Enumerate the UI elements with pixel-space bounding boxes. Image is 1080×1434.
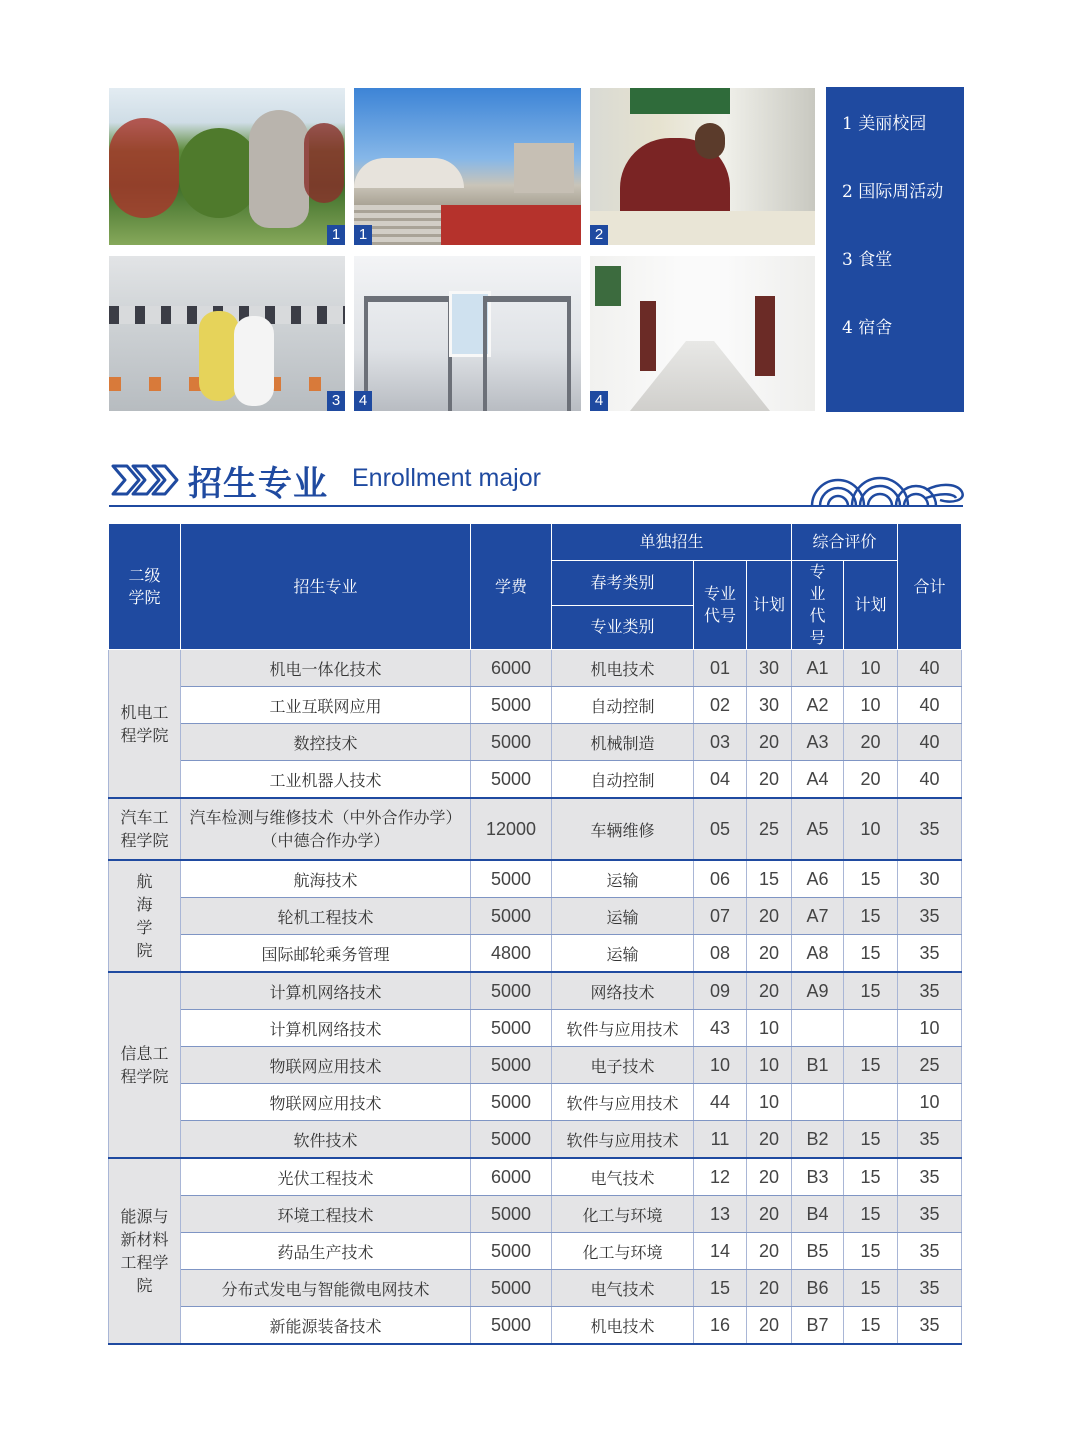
table-row — [109, 1307, 962, 1345]
photo-number: 1 — [327, 225, 345, 245]
comp-plan-cell: 10 — [844, 650, 898, 687]
comp-code-cell: A2 — [792, 687, 844, 724]
table-row — [109, 860, 962, 898]
major-cell: 计算机网络技术 — [181, 972, 471, 1010]
category-cell: 机电技术 — [552, 650, 694, 687]
code-cell: 07 — [694, 898, 747, 935]
total-cell: 40 — [898, 687, 962, 724]
college-cell: 机电工程学院 — [109, 650, 181, 799]
comp-code-cell — [792, 1084, 844, 1121]
header-college: 二级学院 — [109, 524, 181, 650]
total-cell: 10 — [898, 1084, 962, 1121]
comp-plan-cell: 10 — [844, 687, 898, 724]
comp-code-cell: A4 — [792, 761, 844, 799]
code-cell: 05 — [694, 798, 747, 860]
header-major-code-2: 专业代号 — [792, 561, 844, 650]
photo-number: 3 — [327, 391, 345, 411]
table-row — [109, 1158, 962, 1196]
photo-dorm-corridor — [590, 256, 815, 411]
code-cell: 14 — [694, 1233, 747, 1270]
comp-plan-cell: 20 — [844, 761, 898, 799]
table-row — [109, 1270, 962, 1307]
major-cell: 工业机器人技术 — [181, 761, 471, 799]
major-cell: 新能源装备技术 — [181, 1307, 471, 1345]
comp-plan-cell: 15 — [844, 1047, 898, 1084]
category-cell: 电气技术 — [552, 1158, 694, 1196]
category-cell: 运输 — [552, 898, 694, 935]
caption-item: 2 国际周活动 — [842, 182, 944, 202]
fee-cell: 5000 — [471, 1270, 552, 1307]
major-cell: 汽车检测与维修技术（中外合作办学）（中德合作办学） — [181, 798, 471, 860]
college-cell: 信息工程学院 — [109, 972, 181, 1158]
comp-code-cell: A1 — [792, 650, 844, 687]
code-cell: 11 — [694, 1121, 747, 1159]
comp-code-cell — [792, 1010, 844, 1047]
fee-cell: 5000 — [471, 972, 552, 1010]
major-cell: 机电一体化技术 — [181, 650, 471, 687]
table-row — [109, 1196, 962, 1233]
comp-plan-cell: 15 — [844, 1307, 898, 1345]
plan-cell: 20 — [747, 1196, 792, 1233]
plan-cell: 30 — [747, 687, 792, 724]
code-cell: 43 — [694, 1010, 747, 1047]
triple-chevron-icon — [109, 460, 179, 500]
code-cell: 03 — [694, 724, 747, 761]
comp-plan-cell: 20 — [844, 724, 898, 761]
code-cell: 08 — [694, 935, 747, 973]
plan-cell: 30 — [747, 650, 792, 687]
comp-plan-cell: 15 — [844, 860, 898, 898]
plan-cell: 25 — [747, 798, 792, 860]
category-cell: 软件与应用技术 — [552, 1084, 694, 1121]
plan-cell: 20 — [747, 1270, 792, 1307]
header-plan: 计划 — [747, 561, 792, 650]
header-comprehensive: 综合评价 — [792, 524, 898, 561]
plan-cell: 20 — [747, 935, 792, 973]
header-major-category: 专业类别 — [552, 605, 694, 650]
code-cell: 04 — [694, 761, 747, 799]
caption-item: 1 美丽校园 — [842, 114, 927, 134]
code-cell: 09 — [694, 972, 747, 1010]
major-cell: 软件技术 — [181, 1121, 471, 1159]
comp-code-cell: A5 — [792, 798, 844, 860]
total-cell: 30 — [898, 860, 962, 898]
plan-cell: 20 — [747, 1233, 792, 1270]
total-cell: 10 — [898, 1010, 962, 1047]
major-cell: 轮机工程技术 — [181, 898, 471, 935]
total-cell: 35 — [898, 1233, 962, 1270]
total-cell: 35 — [898, 935, 962, 973]
header-fee: 学费 — [471, 524, 552, 650]
fee-cell: 12000 — [471, 798, 552, 860]
plan-cell: 20 — [747, 1158, 792, 1196]
table-row — [109, 1084, 962, 1121]
comp-plan-cell: 15 — [844, 1196, 898, 1233]
major-cell: 数控技术 — [181, 724, 471, 761]
comp-plan-cell: 15 — [844, 935, 898, 973]
caption-item: 4 宿舍 — [842, 318, 893, 338]
table-row — [109, 761, 962, 799]
major-cell: 光伏工程技术 — [181, 1158, 471, 1196]
total-cell: 35 — [898, 898, 962, 935]
category-cell: 化工与环境 — [552, 1196, 694, 1233]
header-independent: 单独招生 — [552, 524, 792, 561]
code-cell: 10 — [694, 1047, 747, 1084]
plan-cell: 20 — [747, 761, 792, 799]
table-row — [109, 1233, 962, 1270]
category-cell: 机械制造 — [552, 724, 694, 761]
fee-cell: 6000 — [471, 650, 552, 687]
total-cell: 35 — [898, 1158, 962, 1196]
plan-cell: 20 — [747, 1121, 792, 1159]
total-cell: 35 — [898, 1121, 962, 1159]
plan-cell: 20 — [747, 724, 792, 761]
total-cell: 35 — [898, 1196, 962, 1233]
major-cell: 航海技术 — [181, 860, 471, 898]
table-row — [109, 1047, 962, 1084]
photo-campus-stadium — [354, 88, 581, 245]
photo-caption-panel — [826, 87, 964, 412]
fee-cell: 6000 — [471, 1158, 552, 1196]
header-spring-category: 春考类别 — [552, 561, 694, 606]
fee-cell: 5000 — [471, 860, 552, 898]
table-row — [109, 687, 962, 724]
comp-code-cell: A7 — [792, 898, 844, 935]
table-row — [109, 935, 962, 973]
major-cell: 国际邮轮乘务管理 — [181, 935, 471, 973]
category-cell: 电子技术 — [552, 1047, 694, 1084]
category-cell: 机电技术 — [552, 1307, 694, 1345]
category-cell: 电气技术 — [552, 1270, 694, 1307]
enrollment-table — [108, 523, 962, 1345]
college-cell: 能源与新材料工程学院 — [109, 1158, 181, 1344]
comp-code-cell: A8 — [792, 935, 844, 973]
category-cell: 自动控制 — [552, 687, 694, 724]
table-row — [109, 724, 962, 761]
header-plan-2: 计划 — [844, 561, 898, 650]
major-cell: 药品生产技术 — [181, 1233, 471, 1270]
table-row — [109, 898, 962, 935]
code-cell: 44 — [694, 1084, 747, 1121]
comp-code-cell: B7 — [792, 1307, 844, 1345]
major-cell: 物联网应用技术 — [181, 1047, 471, 1084]
table-row — [109, 1010, 962, 1047]
category-cell: 软件与应用技术 — [552, 1010, 694, 1047]
major-cell: 计算机网络技术 — [181, 1010, 471, 1047]
plan-cell: 15 — [747, 860, 792, 898]
college-cell: 汽车工程学院 — [109, 798, 181, 860]
header-major: 招生专业 — [181, 524, 471, 650]
comp-plan-cell — [844, 1084, 898, 1121]
caption-item: 3 食堂 — [842, 250, 893, 270]
plan-cell: 10 — [747, 1084, 792, 1121]
comp-code-cell: A3 — [792, 724, 844, 761]
comp-plan-cell: 15 — [844, 1233, 898, 1270]
category-cell: 运输 — [552, 935, 694, 973]
photo-number: 4 — [590, 391, 608, 411]
comp-plan-cell: 15 — [844, 1158, 898, 1196]
total-cell: 25 — [898, 1047, 962, 1084]
comp-code-cell: B3 — [792, 1158, 844, 1196]
comp-plan-cell: 15 — [844, 898, 898, 935]
comp-code-cell: A9 — [792, 972, 844, 1010]
total-cell: 35 — [898, 1270, 962, 1307]
fee-cell: 4800 — [471, 935, 552, 973]
total-cell: 35 — [898, 798, 962, 860]
header-major-code: 专业代号 — [694, 561, 747, 650]
code-cell: 15 — [694, 1270, 747, 1307]
category-cell: 自动控制 — [552, 761, 694, 799]
major-cell: 物联网应用技术 — [181, 1084, 471, 1121]
table-row — [109, 1121, 962, 1159]
photo-campus-rock — [109, 88, 345, 245]
code-cell: 06 — [694, 860, 747, 898]
major-cell: 环境工程技术 — [181, 1196, 471, 1233]
fee-cell: 5000 — [471, 724, 552, 761]
category-cell: 化工与环境 — [552, 1233, 694, 1270]
photo-number: 2 — [590, 225, 608, 245]
total-cell: 35 — [898, 1307, 962, 1345]
table-row — [109, 798, 962, 860]
plan-cell: 10 — [747, 1010, 792, 1047]
comp-code-cell: B4 — [792, 1196, 844, 1233]
comp-code-cell: A6 — [792, 860, 844, 898]
comp-plan-cell: 15 — [844, 1121, 898, 1159]
plan-cell: 20 — [747, 898, 792, 935]
section-subtitle: Enrollment major — [352, 464, 541, 492]
fee-cell: 5000 — [471, 1047, 552, 1084]
comp-code-cell: B5 — [792, 1233, 844, 1270]
header-total: 合计 — [898, 524, 962, 650]
code-cell: 12 — [694, 1158, 747, 1196]
total-cell: 40 — [898, 724, 962, 761]
fee-cell: 5000 — [471, 1084, 552, 1121]
code-cell: 02 — [694, 687, 747, 724]
major-cell: 工业互联网应用 — [181, 687, 471, 724]
wave-cloud-ornament-icon — [808, 462, 966, 508]
comp-code-cell: B6 — [792, 1270, 844, 1307]
comp-code-cell: B2 — [792, 1121, 844, 1159]
fee-cell: 5000 — [471, 687, 552, 724]
fee-cell: 5000 — [471, 761, 552, 799]
total-cell: 40 — [898, 650, 962, 687]
total-cell: 40 — [898, 761, 962, 799]
plan-cell: 20 — [747, 1307, 792, 1345]
plan-cell: 10 — [747, 1047, 792, 1084]
photo-number: 4 — [354, 391, 372, 411]
fee-cell: 5000 — [471, 1233, 552, 1270]
table-row — [109, 972, 962, 1010]
comp-code-cell: B1 — [792, 1047, 844, 1084]
comp-plan-cell: 15 — [844, 1270, 898, 1307]
photo-dorm-room — [354, 256, 581, 411]
fee-cell: 5000 — [471, 1010, 552, 1047]
fee-cell: 5000 — [471, 1121, 552, 1159]
code-cell: 13 — [694, 1196, 747, 1233]
photo-number: 1 — [354, 225, 372, 245]
table-row — [109, 650, 962, 687]
category-cell: 网络技术 — [552, 972, 694, 1010]
category-cell: 车辆维修 — [552, 798, 694, 860]
fee-cell: 5000 — [471, 1307, 552, 1345]
major-cell: 分布式发电与智能微电网技术 — [181, 1270, 471, 1307]
fee-cell: 5000 — [471, 1196, 552, 1233]
fee-cell: 5000 — [471, 898, 552, 935]
comp-plan-cell: 15 — [844, 972, 898, 1010]
code-cell: 16 — [694, 1307, 747, 1345]
college-cell: 航海学院 — [109, 860, 181, 972]
photo-canteen — [109, 256, 345, 411]
total-cell: 35 — [898, 972, 962, 1010]
plan-cell: 20 — [747, 972, 792, 1010]
category-cell: 运输 — [552, 860, 694, 898]
comp-plan-cell — [844, 1010, 898, 1047]
section-title: 招生专业 — [188, 464, 328, 504]
photo-international-week — [590, 88, 815, 245]
code-cell: 01 — [694, 650, 747, 687]
category-cell: 软件与应用技术 — [552, 1121, 694, 1159]
comp-plan-cell: 10 — [844, 798, 898, 860]
